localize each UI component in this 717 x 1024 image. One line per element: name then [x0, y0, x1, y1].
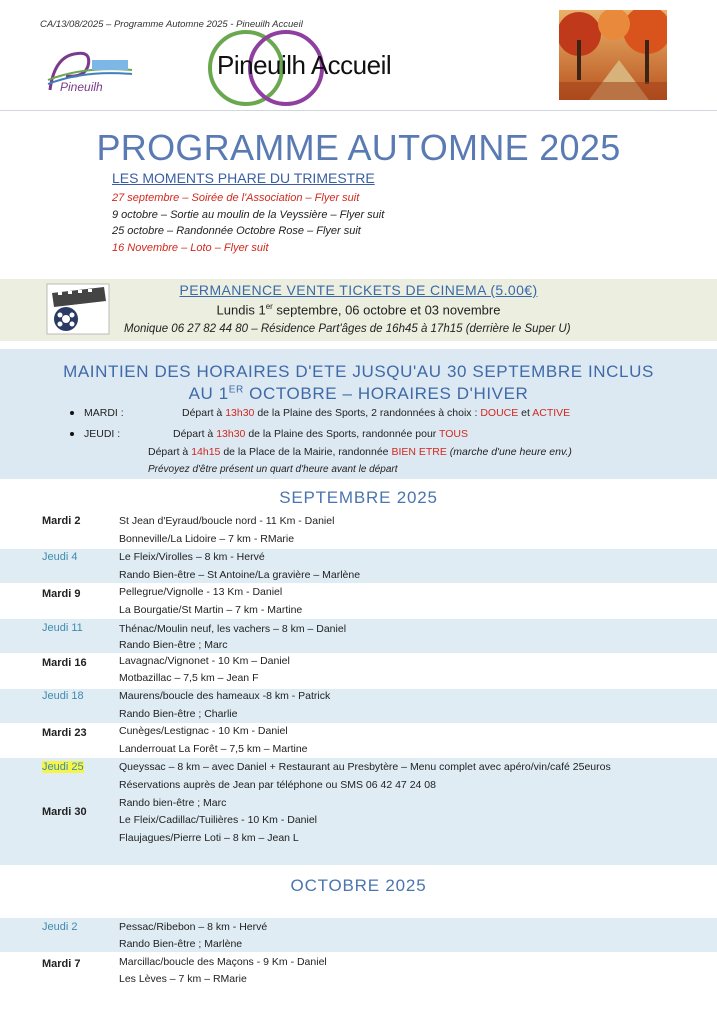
hike-entry: La Bourgatie/St Martin – 7 km - Martine	[119, 604, 303, 616]
pineuilh-logo	[44, 40, 136, 100]
jeudi-schedule: JEUDI : Départ à 13h30 de la Plaine des Sports, randonnée pour TOUS	[70, 428, 468, 440]
cinema-dates: Lundis 1er septembre, 06 octobre et 03 novembre	[216, 302, 501, 318]
hike-entry: Pellegrue/Vignolle - 13 Km - Daniel	[119, 586, 283, 598]
hike-entry: Cunèges/Lestignac - 10 Km - Daniel	[119, 725, 288, 737]
hike-entry: Rando Bien-être ; Marlène	[119, 938, 243, 950]
day-label: Mardi 2	[42, 515, 81, 527]
hike-entry: Les Lèves – 7 km – RMarie	[119, 973, 247, 985]
hike-entry: Le Fleix/Virolles – 8 km - Hervé	[119, 551, 265, 563]
row-background	[0, 758, 717, 865]
hike-entry: Flaujagues/Pierre Loti – 8 km – Jean L	[119, 832, 299, 844]
schedule-line-1: MAINTIEN DES HORAIRES D'ETE JUSQU'AU 30 SEPTEMBRE INCLUS	[63, 362, 654, 381]
day-label: Mardi 16	[42, 657, 87, 669]
highlights-heading: LES MOMENTS PHARE DU TRIMESTRE	[112, 170, 375, 186]
brand-name-2: Accueil	[310, 50, 392, 80]
highlight-item: 27 septembre – Soirée de l'Association – Flyer suit	[112, 192, 360, 204]
hike-entry: Maurens/boucle des hameaux -8 km - Patrick	[119, 690, 331, 702]
page-title: PROGRAMME AUTOMNE 2025	[96, 127, 621, 168]
row-background	[0, 918, 717, 952]
highlight-item: 16 Novembre – Loto – Flyer suit	[112, 242, 269, 254]
pineuilh-accueil-logo	[204, 28, 434, 108]
cinema-contact: Monique 06 27 82 44 80 – Résidence Part'âges de 16h45 à 17h15 (derrière le Super U)	[124, 323, 571, 335]
hike-entry: Réservations auprès de Jean par téléphone ou SMS 06 42 47 24 08	[119, 779, 436, 791]
day-label: Mardi 7	[42, 958, 81, 970]
cinema-heading: PERMANENCE VENTE TICKETS DE CINEMA (5.00€)	[179, 282, 538, 298]
day-label: Jeudi 2	[42, 921, 78, 933]
row-background	[0, 689, 717, 723]
header-divider	[0, 110, 717, 111]
day-label-highlighted: Jeudi 25	[42, 761, 84, 773]
hike-entry: Lavagnac/Vignonet - 10 Km – Daniel	[119, 655, 290, 667]
month-title-octobre: OCTOBRE 2025	[290, 876, 427, 895]
hike-entry: Marcillac/boucle des Maçons - 9 Km - Daniel	[119, 956, 327, 968]
hike-entry: Queyssac – 8 km – avec Daniel + Restaurant au Presbytère – Menu complet avec apéro/vin/café 25euros	[119, 761, 611, 773]
schedule-section	[0, 349, 717, 479]
hike-entry: Bonneville/La Lidoire – 7 km - RMarie	[119, 533, 295, 545]
hike-entry: Rando Bien-être ; Charlie	[119, 708, 238, 720]
day-label: Mardi 23	[42, 727, 87, 739]
hike-entry: Rando Bien-être – St Antoine/La gravière – Marlène	[119, 569, 361, 581]
logo-text: Pineuilh	[60, 80, 103, 94]
departure-notice: Prévoyez d'être présent un quart d'heure avant le départ	[148, 464, 398, 475]
document-reference: CA/13/08/2025 – Programme Automne 2025 - Pineuilh Accueil	[40, 19, 303, 30]
film-reel-icon	[46, 283, 110, 335]
hike-entry: Rando bien-être ; Marc	[119, 797, 227, 809]
hike-entry: Landerrouat La Forêt – 7,5 km – Martine	[119, 743, 308, 755]
autumn-photo	[559, 10, 667, 100]
day-label: Jeudi 11	[42, 622, 83, 634]
hike-entry: Motbazillac – 7,5 km – Jean F	[119, 672, 259, 684]
highlight-item: 25 octobre – Randonnée Octobre Rose – Flyer suit	[112, 225, 361, 237]
hike-entry: Le Fleix/Cadillac/Tuilières - 10 Km - Daniel	[119, 814, 318, 826]
hike-entry: Pessac/Ribebon – 8 km - Hervé	[119, 921, 268, 933]
day-label: Jeudi 18	[42, 690, 84, 702]
brand-name-1: Pineuilh	[217, 50, 306, 80]
mardi-schedule: MARDI : Départ à 13h30 de la Plaine des Sports, 2 randonnées à choix : DOUCE et ACTIVE	[70, 407, 570, 419]
day-label: Mardi 30	[42, 806, 87, 818]
month-title-septembre: SEPTEMBRE 2025	[279, 488, 438, 507]
hike-entry: Thénac/Moulin neuf, les vachers – 8 km – Daniel	[119, 623, 347, 635]
row-background	[0, 619, 717, 653]
highlight-item: 9 octobre – Sortie au moulin de la Veyssière – Flyer suit	[112, 209, 385, 221]
hike-entry: St Jean d'Eyraud/boucle nord - 11 Km - Daniel	[119, 515, 335, 527]
schedule-line-2: AU 1ER OCTOBRE – HORAIRES D'HIVER	[188, 384, 529, 403]
hike-entry: Rando Bien-être ; Marc	[119, 639, 228, 651]
day-label: Jeudi 4	[42, 551, 78, 563]
day-label: Mardi 9	[42, 588, 81, 600]
jeudi-bien-etre-schedule: Départ à 14h15 de la Place de la Mairie, randonnée BIEN ETRE (marche d'une heure env.)	[148, 446, 572, 458]
